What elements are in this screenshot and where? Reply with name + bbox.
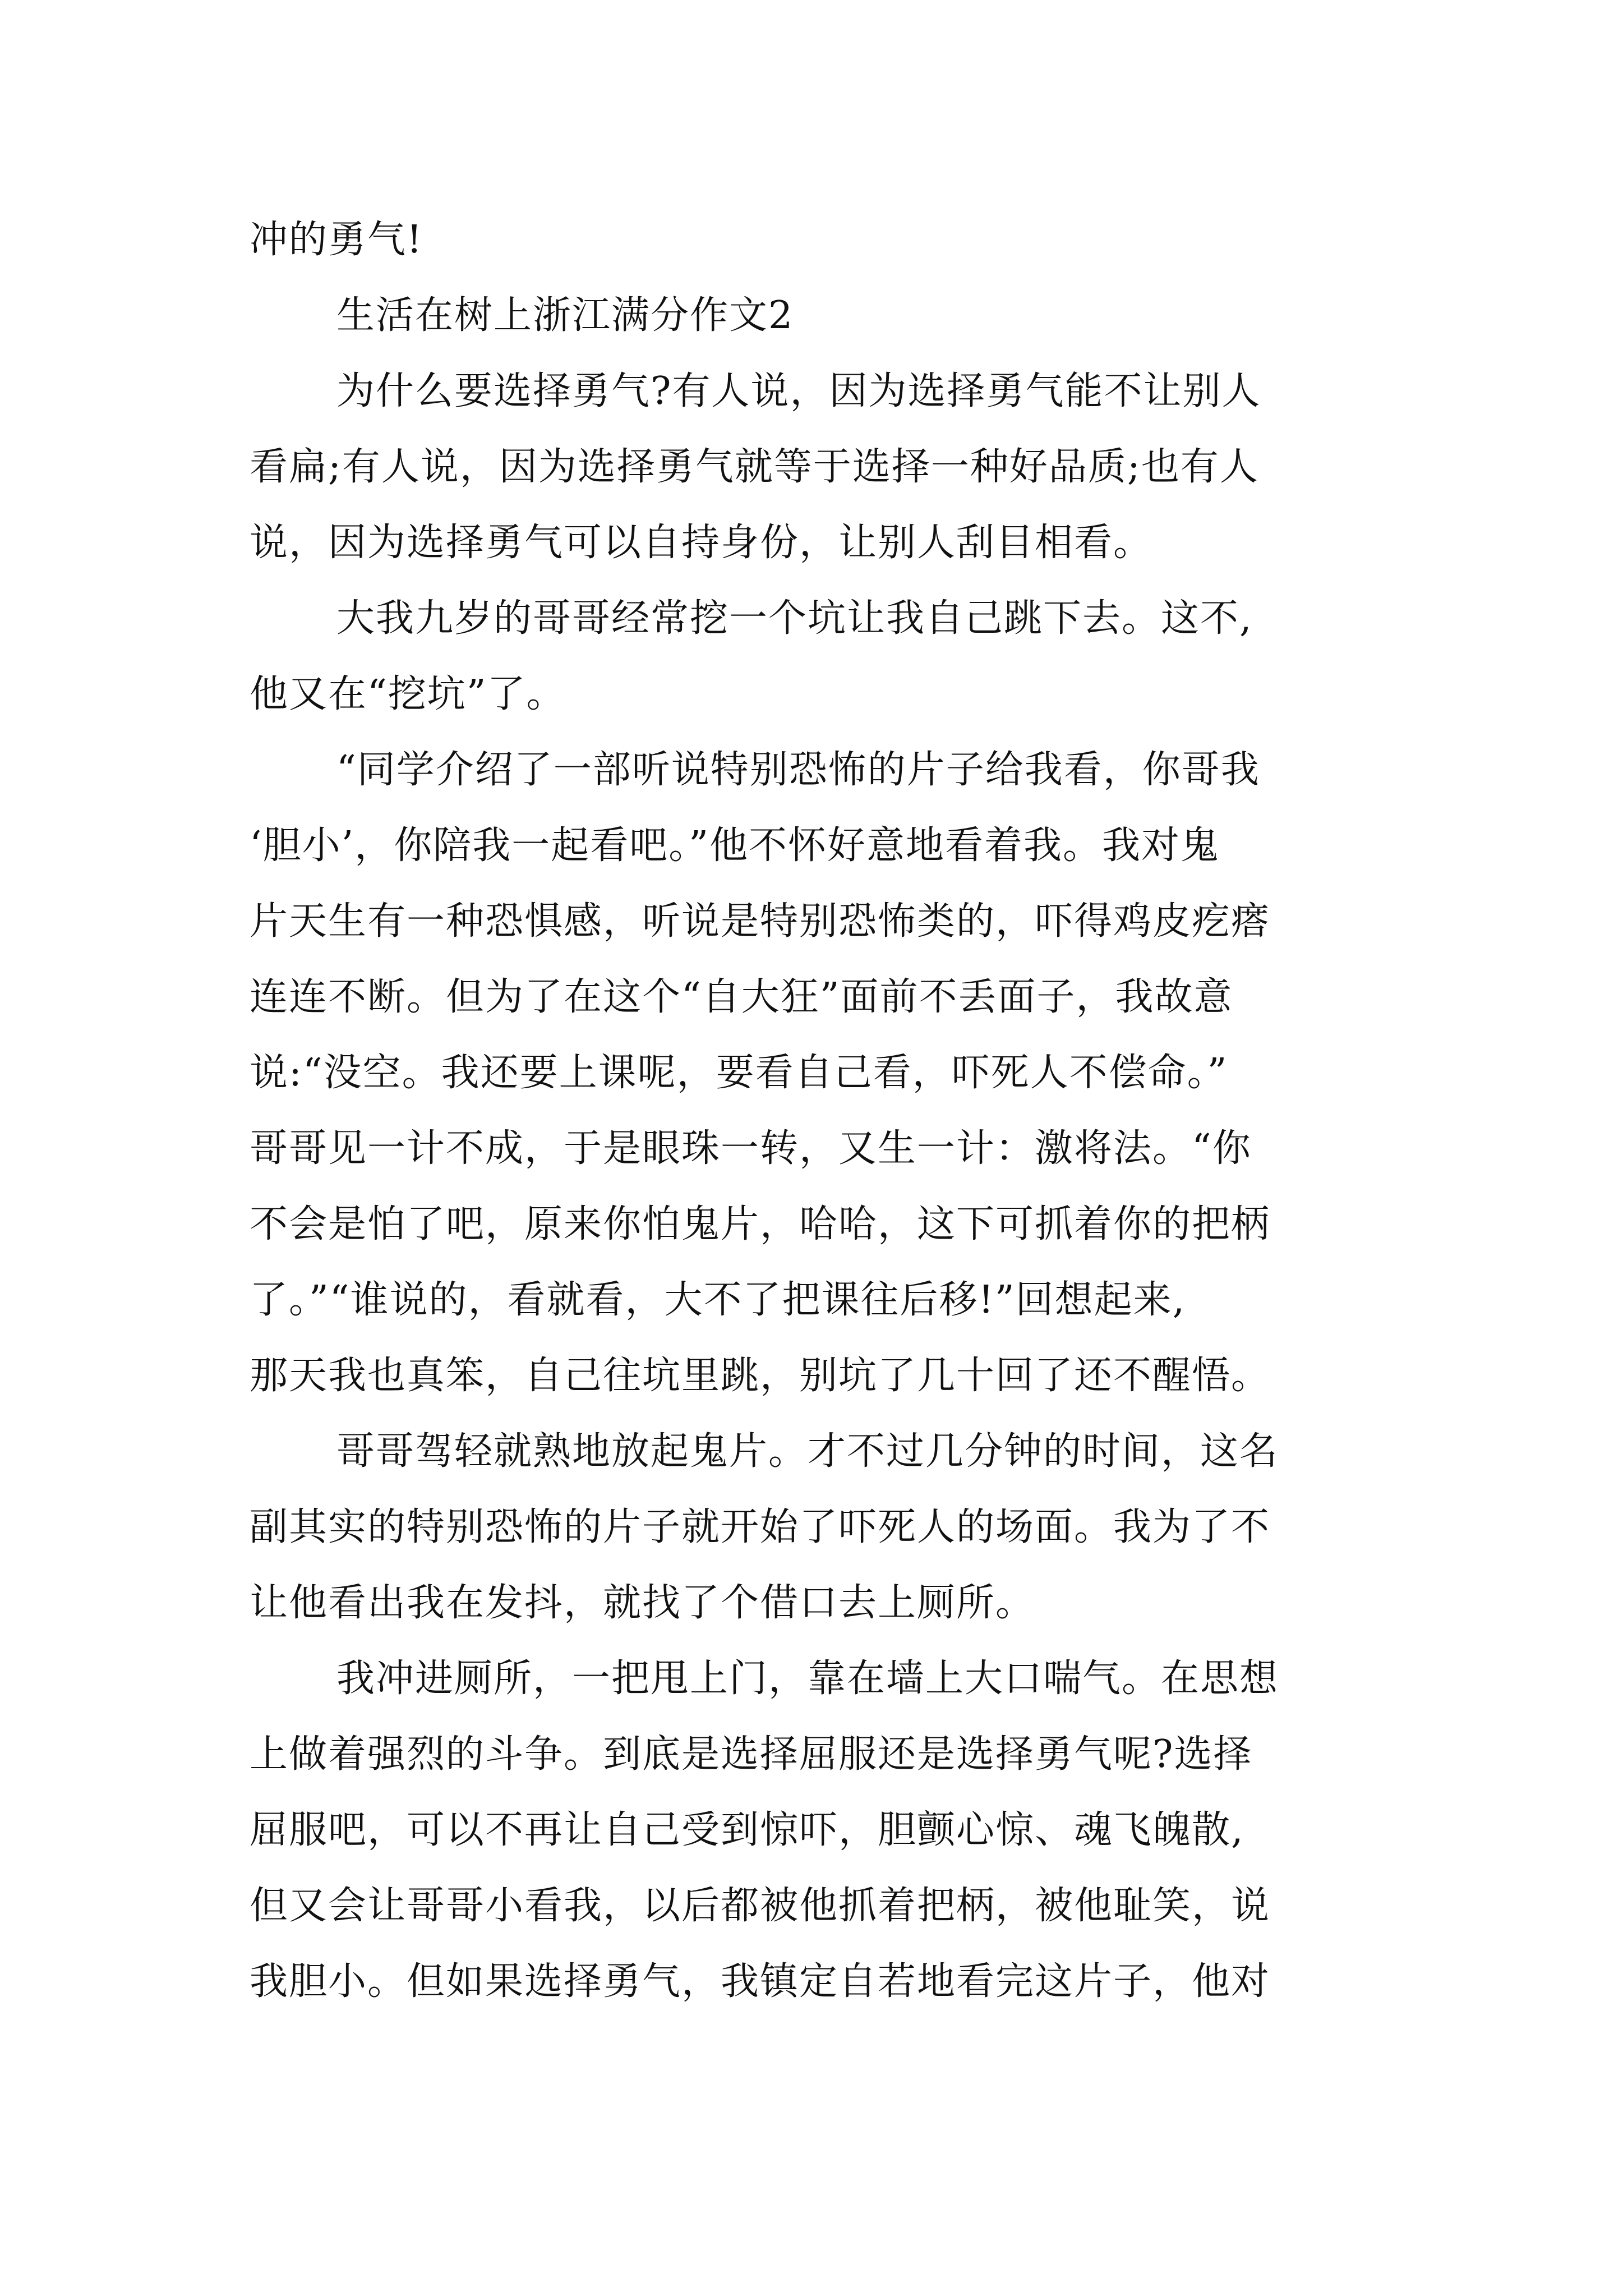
text-line: 上做着强烈的斗争。到底是选择屈服还是选择勇气呢?选择 xyxy=(250,1732,1253,1777)
text-line: 不会是怕了吧，原来你怕鬼片，哈哈，这下可抓着你的把柄 xyxy=(250,1202,1271,1246)
text-line: 我胆小。但如果选择勇气，我镇定自若地看完这片子，他对 xyxy=(250,1959,1271,2004)
text-line: 屈服吧，可以不再让自己受到惊吓，胆颤心惊、魂飞魄散, xyxy=(250,1808,1244,1852)
text-line: 但又会让哥哥小看我，以后都被他抓着把柄，被他耻笑，说 xyxy=(250,1884,1271,1928)
text-line: 看扁;有人说，因为选择勇气就等于选择一种好品质;也有人 xyxy=(250,445,1259,489)
text-line: 副其实的特别恐怖的片子就开始了吓死人的场面。我为了不 xyxy=(250,1505,1271,1549)
text-line: 连连不断。但为了在这个“自大狂”面前不丢面子，我故意 xyxy=(250,975,1233,1019)
text-line: 片天生有一种恐惧感，听说是特别恐怖类的，吓得鸡皮疙瘩 xyxy=(250,899,1271,944)
text-line: 说，因为选择勇气可以自持身份，让别人刮目相看。 xyxy=(250,521,1153,565)
text-line: 哥哥见一计不成，于是眼珠一转，又生一计：激将法。“你 xyxy=(250,1126,1252,1171)
text-line: 为什么要选择勇气?有人说，因为选择勇气能不让别人 xyxy=(336,369,1261,413)
text-line: 大我九岁的哥哥经常挖一个坑让我自己跳下去。这不, xyxy=(336,596,1253,641)
text-line: 冲的勇气! xyxy=(250,218,423,262)
text-line: 说:“没空。我还要上课呢，要看自己看，吓死人不偿命。” xyxy=(250,1051,1228,1095)
text-line: 那天我也真笨，自己往坑里跳，别坑了几十回了还不醒悟。 xyxy=(250,1354,1271,1398)
text-line: 让他看出我在发抖，就找了个借口去上厕所。 xyxy=(250,1581,1035,1625)
section-title: 生活在树上浙江满分作文2 xyxy=(336,293,794,338)
text-line: ‘胆小’，你陪我一起看吧。”他不怀好意地看着我。我对鬼 xyxy=(250,823,1220,868)
text-line: 哥哥驾轻就熟地放起鬼片。才不过几分钟的时间，这名 xyxy=(336,1429,1279,1474)
text-line: 我冲进厕所，一把甩上门，靠在墙上大口喘气。在思想 xyxy=(336,1657,1279,1701)
text-line: “同学介绍了一部听说特别恐怖的片子给我看，你哥我 xyxy=(336,748,1260,792)
text-line: 他又在“挖坑”了。 xyxy=(250,672,566,716)
text-line: 了。”“谁说的，看就看，大不了把课往后移!”回想起来, xyxy=(250,1278,1186,1322)
